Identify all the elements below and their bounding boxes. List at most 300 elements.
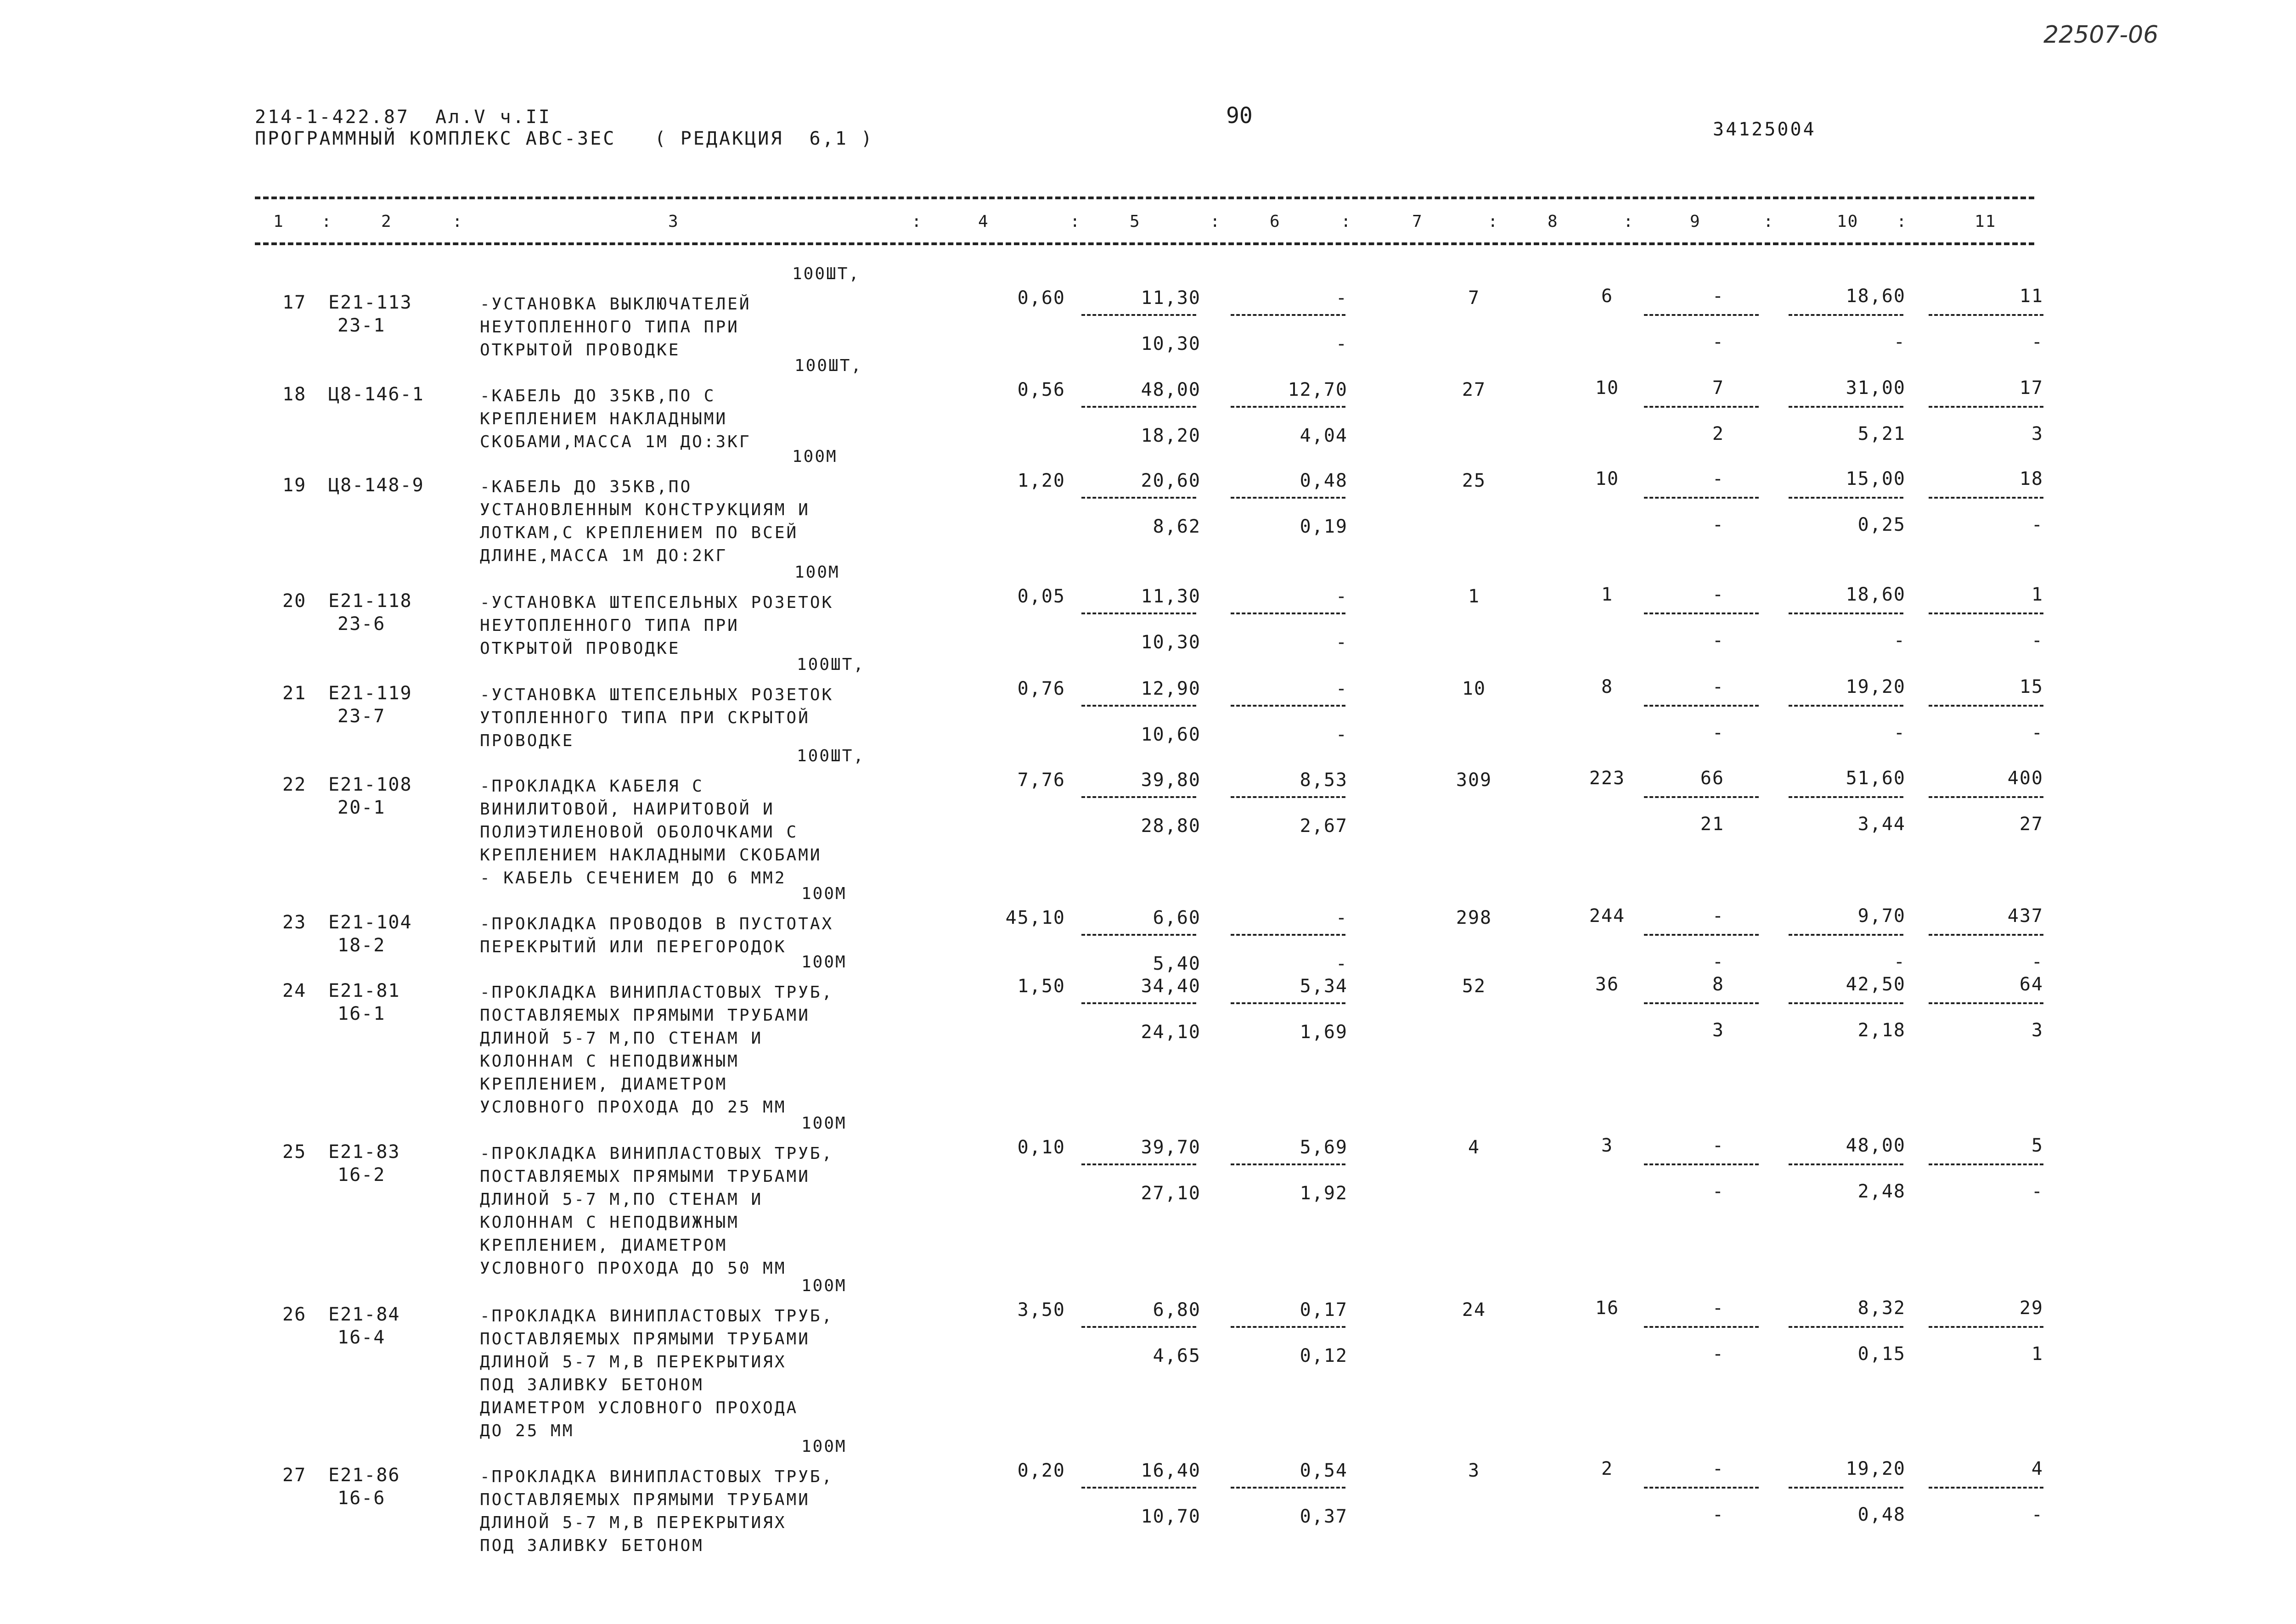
value-divider-v5 [1081, 1163, 1196, 1165]
total-wages: 36 [1595, 974, 1620, 995]
value-divider-v11 [1929, 406, 2043, 408]
value-divider-v5 [1081, 934, 1196, 936]
row-unit: 100М [801, 1437, 847, 1456]
value-divider-v9 [1644, 934, 1759, 936]
total-wages: 1 [1601, 584, 1614, 605]
labor-total-machine: - [2031, 514, 2043, 535]
value-divider-v9 [1644, 497, 1759, 499]
unit-cost-total: 34,40 [1141, 976, 1201, 997]
unit-cost-wages: 8,62 [1153, 516, 1201, 537]
machine-cost: - [1712, 1298, 1724, 1319]
labor-total-machine: 3 [2031, 423, 2043, 444]
total-cost: 27 [1462, 379, 1486, 400]
work-description [480, 385, 930, 454]
total-cost: 24 [1462, 1299, 1486, 1321]
description-line: УСТАНОВЛЕННЫМ КОНСТРУКЦИЯМ И [480, 500, 810, 519]
rate-code: Е21-84 [328, 1304, 400, 1325]
value-divider-v5 [1081, 1002, 1196, 1004]
description-line: ДИАМЕТРОМ УСЛОВНОГО ПРОХОДА [480, 1399, 799, 1417]
total-wages: 6 [1601, 286, 1614, 307]
rate-code: Е21-113 [328, 292, 412, 313]
quantity: 0,56 [1017, 379, 1065, 400]
value-divider-v11 [1929, 497, 2043, 499]
description-line: УСЛОВНОГО ПРОХОДА ДО 25 ММ [480, 1098, 787, 1117]
unit-cost-machine-wages: - [1335, 632, 1348, 653]
labor-per-unit: 51,60 [1846, 768, 1906, 789]
labor-total-machine: - [2031, 332, 2043, 353]
unit-cost-machine-wages: 1,92 [1300, 1183, 1348, 1204]
machine-cost: 7 [1712, 377, 1724, 399]
machine-cost: - [1712, 1458, 1724, 1479]
value-divider-v11 [1929, 613, 2043, 614]
description-line: СКОБАМИ,МАССА 1М ДО:3КГ [480, 433, 751, 451]
rate-code: 16-4 [338, 1327, 386, 1348]
machine-cost: - [1712, 1135, 1724, 1156]
value-divider-v6 [1231, 406, 1345, 408]
value-divider-v10 [1789, 934, 1903, 936]
description-line: - КАБЕЛЬ СЕЧЕНИЕМ ДО 6 ММ2 [480, 869, 787, 888]
unit-cost-total: 39,70 [1141, 1137, 1201, 1158]
labor-per-unit-machine: - [1893, 951, 1906, 972]
column-number: 1 [273, 212, 284, 231]
machine-wages: 2 [1712, 423, 1724, 444]
total-wages: 2 [1601, 1458, 1614, 1479]
row-unit: 100ШТ, [797, 747, 865, 765]
unit-cost-machines: 5,69 [1300, 1137, 1348, 1158]
rate-code: 16-1 [338, 1003, 386, 1024]
unit-cost-total: 20,60 [1141, 470, 1201, 491]
machine-wages: - [1712, 1181, 1724, 1202]
labor-per-unit-machine: 2,18 [1857, 1020, 1906, 1041]
unit-cost-machines: 0,54 [1300, 1460, 1348, 1481]
value-divider-v9 [1644, 613, 1759, 614]
quantity: 7,76 [1017, 770, 1065, 791]
unit-cost-total: 11,30 [1141, 287, 1201, 309]
total-cost: 7 [1468, 287, 1480, 309]
row-unit: 100ШТ, [797, 655, 865, 674]
machine-wages: 21 [1700, 814, 1724, 835]
table-row [0, 1276, 2296, 1281]
quantity: 0,60 [1017, 287, 1065, 309]
value-divider-v9 [1644, 1326, 1759, 1328]
value-divider-v5 [1081, 314, 1196, 316]
table-row [0, 655, 2296, 660]
labor-total: 18 [2019, 468, 2043, 489]
unit-cost-machine-wages: 4,04 [1300, 425, 1348, 446]
table-row [0, 747, 2296, 751]
description-line: ПОСТАВЛЯЕМЫХ ПРЯМЫМИ ТРУБАМИ [480, 1167, 810, 1186]
machine-cost: - [1712, 468, 1724, 489]
unit-cost-wages: 10,30 [1141, 333, 1201, 354]
quantity: 45,10 [1005, 907, 1065, 928]
value-divider-v11 [1929, 705, 2043, 707]
total-cost: 309 [1456, 770, 1492, 791]
unit-cost-machines: - [1335, 586, 1348, 607]
rate-code: 16-2 [338, 1164, 386, 1186]
table-row [0, 884, 2296, 889]
rate-code: 23-7 [338, 706, 386, 727]
work-description [480, 684, 930, 753]
total-cost: 1 [1468, 586, 1480, 607]
machine-cost: - [1712, 905, 1724, 927]
unit-cost-wages: 10,70 [1141, 1506, 1201, 1527]
labor-total-machine: - [2031, 630, 2043, 651]
rate-code: Е21-108 [328, 774, 412, 795]
column-number: 10 [1837, 212, 1859, 231]
description-line: ДЛИНЕ,МАССА 1М ДО:2КГ [480, 546, 728, 565]
rate-code: Е21-83 [328, 1141, 400, 1163]
work-description [480, 1305, 930, 1443]
document-number: 34125004 [1713, 119, 1816, 140]
unit-cost-machines: 8,53 [1300, 770, 1348, 791]
labor-per-unit: 19,20 [1846, 1458, 1906, 1479]
unit-cost-machines: - [1335, 907, 1348, 928]
value-divider-v6 [1231, 1163, 1345, 1165]
unit-cost-machine-wages: 0,19 [1300, 516, 1348, 537]
machine-wages: - [1712, 951, 1724, 972]
total-wages: 8 [1601, 676, 1614, 697]
rate-code: 20-1 [338, 797, 386, 818]
description-line: УСЛОВНОГО ПРОХОДА ДО 50 ММ [480, 1259, 787, 1278]
work-description [480, 476, 930, 568]
table-row [0, 356, 2296, 361]
total-cost: 298 [1456, 907, 1492, 928]
row-number: 27 [282, 1465, 307, 1486]
rate-code: Е21-104 [328, 912, 412, 933]
column-number: 6 [1270, 212, 1281, 231]
description-line: КОЛОННАМ С НЕПОДВИЖНЫМ [480, 1213, 739, 1232]
labor-total: 29 [2019, 1298, 2043, 1319]
description-line: УТОПЛЕННОГО ТИПА ПРИ СКРЫТОЙ [480, 708, 810, 727]
table-row [0, 1114, 2296, 1118]
value-divider-v10 [1789, 1002, 1903, 1004]
description-line: ПОСТАВЛЯЕМЫХ ПРЯМЫМИ ТРУБАМИ [480, 1006, 810, 1025]
unit-cost-machines: 5,34 [1300, 976, 1348, 997]
unit-cost-machine-wages: - [1335, 724, 1348, 745]
machine-wages: - [1712, 630, 1724, 651]
row-unit: 100М [794, 563, 840, 582]
labor-per-unit-machine: - [1893, 630, 1906, 651]
total-wages: 16 [1595, 1298, 1620, 1319]
total-cost: 3 [1468, 1460, 1480, 1481]
description-line: ДЛИНОЙ 5-7 М,В ПЕРЕКРЫТИЯХ [480, 1513, 787, 1532]
total-cost: 4 [1468, 1137, 1480, 1158]
value-divider-v11 [1929, 1163, 2043, 1165]
description-line: ПОД ЗАЛИВКУ БЕТОНОМ [480, 1376, 704, 1394]
machine-wages: - [1712, 514, 1724, 535]
value-divider-v10 [1789, 1326, 1903, 1328]
machine-wages: - [1712, 1343, 1724, 1365]
work-description [480, 1466, 930, 1557]
value-divider-v5 [1081, 406, 1196, 408]
total-wages: 10 [1595, 468, 1620, 489]
labor-total-machine: 1 [2031, 1343, 2043, 1365]
value-divider-v10 [1789, 705, 1903, 707]
labor-total: 1 [2031, 584, 2043, 605]
description-line: -ПРОКЛАДКА ВИНИПЛАСТОВЫХ ТРУБ, [480, 1467, 834, 1486]
table-row [0, 447, 2296, 452]
description-line: КРЕПЛЕНИЕМ НАКЛАДНЫМИ СКОБАМИ [480, 846, 822, 865]
labor-total: 4 [2031, 1458, 2043, 1479]
column-separator: : [1488, 212, 1498, 231]
labor-per-unit-machine: - [1893, 722, 1906, 743]
labor-total: 17 [2019, 377, 2043, 399]
total-wages: 3 [1601, 1135, 1614, 1156]
machine-cost: 66 [1700, 768, 1724, 789]
value-divider-v6 [1231, 796, 1345, 798]
value-divider-v11 [1929, 1487, 2043, 1489]
row-unit: 100ШТ, [794, 356, 863, 375]
unit-cost-total: 11,30 [1141, 586, 1201, 607]
value-divider-v9 [1644, 406, 1759, 408]
table-row [0, 1437, 2296, 1442]
value-divider-v10 [1789, 314, 1903, 316]
description-line: ПОСТАВЛЯЕМЫХ ПРЯМЫМИ ТРУБАМИ [480, 1490, 810, 1509]
value-divider-v9 [1644, 1163, 1759, 1165]
value-divider-v6 [1231, 1487, 1345, 1489]
unit-cost-machines: 0,17 [1300, 1299, 1348, 1321]
machine-cost: - [1712, 584, 1724, 605]
labor-total: 400 [2007, 768, 2043, 789]
value-divider-v10 [1789, 613, 1903, 614]
unit-cost-wages: 24,10 [1141, 1022, 1201, 1043]
unit-cost-machines: - [1335, 678, 1348, 699]
document-code: 214-1-422.87 Ал.V ч.II [255, 107, 551, 128]
column-number: 8 [1548, 212, 1559, 231]
machine-wages: - [1712, 332, 1724, 353]
unit-cost-total: 6,60 [1153, 907, 1201, 928]
total-wages: 10 [1595, 377, 1620, 399]
work-description [480, 591, 930, 660]
unit-cost-wages: 4,65 [1153, 1345, 1201, 1366]
row-number: 24 [282, 980, 307, 1001]
row-unit: 100М [801, 953, 847, 972]
rate-code: Е21-119 [328, 683, 412, 704]
value-divider-v9 [1644, 314, 1759, 316]
description-line: ДЛИНОЙ 5-7 М,В ПЕРЕКРЫТИЯХ [480, 1353, 787, 1371]
description-line: КРЕПЛЕНИЕМ, ДИАМЕТРОМ [480, 1236, 728, 1255]
rate-code: Е21-118 [328, 590, 412, 612]
labor-per-unit: 15,00 [1846, 468, 1906, 489]
table-row [0, 264, 2296, 269]
total-wages: 244 [1589, 905, 1626, 927]
quantity: 3,50 [1017, 1299, 1065, 1321]
value-divider-v6 [1231, 1002, 1345, 1004]
description-line: ПРОВОДКЕ [480, 731, 574, 750]
row-number: 19 [282, 475, 307, 496]
value-divider-v9 [1644, 1487, 1759, 1489]
row-unit: 100ШТ, [792, 264, 861, 283]
description-line: ПОЛИЭТИЛЕНОВОЙ ОБОЛОЧКАМИ С [480, 823, 799, 842]
description-line: -ПРОКЛАДКА ВИНИПЛАСТОВЫХ ТРУБ, [480, 1307, 834, 1326]
unit-cost-total: 6,80 [1153, 1299, 1201, 1321]
value-divider-v6 [1231, 613, 1345, 614]
corner-archive-mark: 22507-06 [2043, 21, 2159, 49]
description-line: -УСТАНОВКА ШТЕПСЕЛЬНЫХ РОЗЕТОК [480, 593, 834, 612]
work-description [480, 1142, 930, 1280]
row-unit: 100М [801, 884, 847, 903]
labor-total-machine: 27 [2019, 814, 2043, 835]
column-separator: : [1070, 212, 1080, 231]
column-separator: : [1896, 212, 1907, 231]
machine-wages: - [1712, 722, 1724, 743]
row-number: 26 [282, 1304, 307, 1325]
column-number: 9 [1690, 212, 1701, 231]
labor-total-machine: - [2031, 1181, 2043, 1202]
value-divider-v5 [1081, 1326, 1196, 1328]
column-separator: : [321, 212, 332, 231]
value-divider-v5 [1081, 796, 1196, 798]
description-line: НЕУТОПЛЕННОГО ТИПА ПРИ [480, 616, 739, 635]
column-separator: : [452, 212, 462, 231]
table-top-rule [255, 197, 2034, 199]
rate-code: 23-6 [338, 613, 386, 635]
description-line: КРЕПЛЕНИЕМ НАКЛАДНЫМИ [480, 410, 728, 428]
unit-cost-machines: 12,70 [1288, 379, 1348, 400]
value-divider-v6 [1231, 705, 1345, 707]
description-line: ОТКРЫТОЙ ПРОВОДКЕ [480, 341, 681, 360]
work-description [480, 981, 930, 1119]
labor-per-unit: 19,20 [1846, 676, 1906, 697]
unit-cost-machine-wages: - [1335, 333, 1348, 354]
program-title: ПРОГРАММНЫЙ КОМПЛЕКС АВС-3ЕС ( РЕДАКЦИЯ 6,1 ) [255, 128, 874, 149]
quantity: 1,20 [1017, 470, 1065, 491]
row-number: 17 [282, 292, 307, 313]
row-number: 25 [282, 1141, 307, 1163]
table-row [0, 953, 2296, 957]
rate-code: Ц8-148-9 [328, 475, 424, 496]
labor-per-unit: 18,60 [1846, 584, 1906, 605]
labor-per-unit: 9,70 [1857, 905, 1906, 927]
value-divider-v11 [1929, 796, 2043, 798]
value-divider-v5 [1081, 613, 1196, 614]
work-description [480, 775, 930, 890]
value-divider-v9 [1644, 1002, 1759, 1004]
machine-cost: 8 [1712, 974, 1724, 995]
quantity: 0,20 [1017, 1460, 1065, 1481]
description-line: -ПРОКЛАДКА ПРОВОДОВ В ПУСТОТАХ [480, 915, 834, 933]
description-line: ДО 25 ММ [480, 1422, 574, 1440]
description-line: ЛОТКАМ,С КРЕПЛЕНИЕМ ПО ВСЕЙ [480, 523, 799, 542]
unit-cost-wages: 10,60 [1141, 724, 1201, 745]
description-line: КОЛОННАМ С НЕПОДВИЖНЫМ [480, 1052, 739, 1071]
description-line: -ПРОКЛАДКА КАБЕЛЯ С [480, 777, 704, 796]
labor-per-unit-machine: 5,21 [1857, 423, 1906, 444]
column-separator: : [1763, 212, 1773, 231]
labor-total-machine: - [2031, 951, 2043, 972]
description-line: -ПРОКЛАДКА ВИНИПЛАСТОВЫХ ТРУБ, [480, 983, 834, 1002]
row-number: 23 [282, 912, 307, 933]
column-separator: : [1341, 212, 1351, 231]
rate-code: Е21-86 [328, 1465, 400, 1486]
labor-total: 15 [2019, 676, 2043, 697]
value-divider-v6 [1231, 497, 1345, 499]
labor-total: 64 [2019, 974, 2043, 995]
column-number: 3 [668, 212, 679, 231]
description-line: ОТКРЫТОЙ ПРОВОДКЕ [480, 639, 681, 658]
total-cost: 52 [1462, 976, 1486, 997]
unit-cost-machine-wages: 0,37 [1300, 1506, 1348, 1527]
column-number: 11 [1975, 212, 1997, 231]
labor-per-unit: 48,00 [1846, 1135, 1906, 1156]
value-divider-v11 [1929, 934, 2043, 936]
column-number: 4 [978, 212, 989, 231]
unit-cost-machine-wages: 2,67 [1300, 815, 1348, 837]
unit-cost-machines: 0,48 [1300, 470, 1348, 491]
labor-total: 5 [2031, 1135, 2043, 1156]
description-line: ДЛИНОЙ 5-7 М,ПО СТЕНАМ И [480, 1029, 763, 1048]
column-separator: : [1210, 212, 1220, 231]
description-line: ПЕРЕКРЫТИЙ ИЛИ ПЕРЕГОРОДОК [480, 938, 787, 956]
unit-cost-machines: - [1335, 287, 1348, 309]
labor-per-unit-machine: 3,44 [1857, 814, 1906, 835]
quantity: 0,76 [1017, 678, 1065, 699]
value-divider-v11 [1929, 1002, 2043, 1004]
machine-wages: 3 [1712, 1020, 1724, 1041]
labor-per-unit-machine: 0,15 [1857, 1343, 1906, 1365]
description-line: -КАБЕЛЬ ДО 35КВ,ПО С [480, 387, 716, 405]
quantity: 0,10 [1017, 1137, 1065, 1158]
total-wages: 223 [1589, 768, 1626, 789]
unit-cost-wages: 18,20 [1141, 425, 1201, 446]
unit-cost-machine-wages: 1,69 [1300, 1022, 1348, 1043]
column-separator: : [1623, 212, 1633, 231]
row-number: 20 [282, 590, 307, 612]
labor-total-machine: - [2031, 1504, 2043, 1525]
total-cost: 10 [1462, 678, 1486, 699]
labor-per-unit: 18,60 [1846, 286, 1906, 307]
value-divider-v5 [1081, 497, 1196, 499]
labor-total: 437 [2007, 905, 2043, 927]
value-divider-v10 [1789, 406, 1903, 408]
row-number: 22 [282, 774, 307, 795]
labor-per-unit-machine: 0,48 [1857, 1504, 1906, 1525]
rate-code: 18-2 [338, 935, 386, 956]
unit-cost-wages: 5,40 [1153, 953, 1201, 974]
labor-total-machine: - [2031, 722, 2043, 743]
description-line: НЕУТОПЛЕННОГО ТИПА ПРИ [480, 318, 739, 337]
rate-code: Ц8-146-1 [328, 384, 424, 405]
description-line: ДЛИНОЙ 5-7 М,ПО СТЕНАМ И [480, 1190, 763, 1209]
machine-cost: - [1712, 676, 1724, 697]
description-line: ВИНИЛИТОВОЙ, НАИРИТОВОЙ И [480, 800, 775, 819]
table-header-rule [255, 242, 2034, 245]
column-number: 2 [381, 212, 392, 231]
unit-cost-wages: 10,30 [1141, 632, 1201, 653]
rate-code: 16-6 [338, 1488, 386, 1509]
unit-cost-wages: 28,80 [1141, 815, 1201, 837]
unit-cost-machine-wages: - [1335, 953, 1348, 974]
value-divider-v10 [1789, 796, 1903, 798]
description-line: -КАБЕЛЬ ДО 35КВ,ПО [480, 478, 692, 496]
row-unit: 100М [792, 447, 838, 466]
unit-cost-total: 39,80 [1141, 770, 1201, 791]
description-line: КРЕПЛЕНИЕМ, ДИАМЕТРОМ [480, 1075, 728, 1094]
unit-cost-total: 48,00 [1141, 379, 1201, 400]
value-divider-v11 [1929, 314, 2043, 316]
description-line: -УСТАНОВКА ШТЕПСЕЛЬНЫХ РОЗЕТОК [480, 686, 834, 704]
value-divider-v10 [1789, 497, 1903, 499]
labor-per-unit: 31,00 [1846, 377, 1906, 399]
unit-cost-total: 12,90 [1141, 678, 1201, 699]
value-divider-v9 [1644, 705, 1759, 707]
total-cost: 25 [1462, 470, 1486, 491]
value-divider-v10 [1789, 1163, 1903, 1165]
unit-cost-machine-wages: 0,12 [1300, 1345, 1348, 1366]
rate-code: 23-1 [338, 315, 386, 336]
unit-cost-total: 16,40 [1141, 1460, 1201, 1481]
quantity: 1,50 [1017, 976, 1065, 997]
